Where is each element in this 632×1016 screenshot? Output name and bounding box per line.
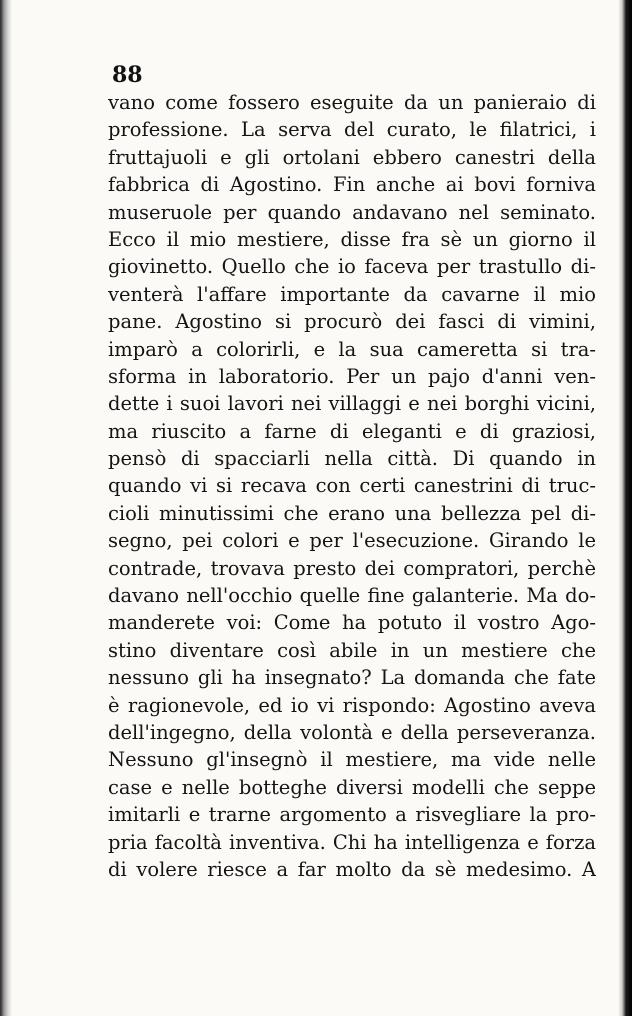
text-line: dell'ingegno, della volontà e della perseveranza. [108, 720, 596, 744]
text-line: imparò a colorirli, e la sua cameretta si tra- [108, 337, 596, 361]
text-line: segno, pei colori e per l'esecuzione. Girando le [108, 529, 596, 553]
text-line: imitarli e trarne argomento a risvegliare la pro- [108, 803, 596, 827]
text-line: giovinetto. Quello che io faceva per trastullo di- [108, 255, 596, 279]
page-edge-shadow [618, 0, 632, 1016]
text-line: fruttajuoli e gli ortolani ebbero canestri della [108, 145, 596, 169]
text-line: fabbrica di Agostino. Fin anche ai bovi forniva [108, 173, 596, 197]
text-line: contrade, trovava presto dei compratori, perchè [108, 556, 596, 580]
text-line: sforma in laboratorio. Per un pajo d'anni ven- [108, 364, 596, 388]
text-line: nessuno gli ha insegnato? La domanda che fate [108, 666, 596, 690]
text-line: pria facoltà inventiva. Chi ha intelligenza e forza [108, 830, 596, 854]
page-gutter-shadow [0, 0, 12, 1016]
text-line: museruole per quando andavano nel seminato. [108, 200, 596, 224]
page-number: 88 [112, 62, 143, 88]
text-line: cioli minutissimi che erano una bellezza pel di- [108, 501, 596, 525]
text-line: è ragionevole, ed io vi rispondo: Agostino aveva [108, 693, 596, 717]
text-line: quando vi si recava con certi canestrini di truc- [108, 474, 596, 498]
body-text [108, 89, 596, 883]
text-line: manderete voi: Come ha potuto il vostro Ago- [108, 611, 596, 635]
text-line: pensò di spacciarli nella città. Di quando in [108, 447, 596, 471]
text-line: di volere riesce a far molto da sè medesimo. A [108, 857, 596, 881]
text-line: stino diventare così abile in un mestiere che [108, 638, 596, 662]
text-line: Ecco il mio mestiere, disse fra sè un giorno il [108, 227, 596, 251]
text-line: pane. Agostino si procurò dei fasci di vimini, [108, 310, 596, 334]
text-line: davano nell'occhio quelle fine galanterie. Ma do- [108, 584, 596, 608]
text-line: Nessuno gl'insegnò il mestiere, ma vide nelle [108, 748, 596, 772]
text-line: vano come fossero eseguite da un panieraio di [108, 91, 596, 114]
text-line: professione. La serva del curato, le filatrici, i [108, 118, 596, 142]
text-line: venterà l'affare importante da cavarne il mio [108, 282, 596, 306]
text-line: case e nelle botteghe diversi modelli che seppe [108, 775, 596, 799]
text-line: ma riuscito a farne di eleganti e di graziosi, [108, 419, 596, 443]
text-line: dette i suoi lavori nei villaggi e nei borghi vicini, [108, 392, 596, 416]
